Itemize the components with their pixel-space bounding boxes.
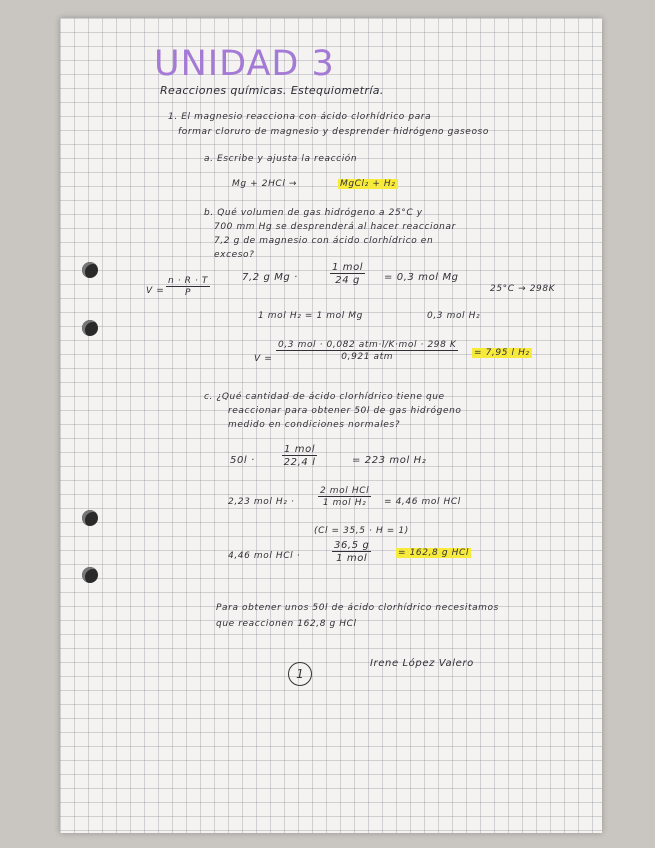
- part-a-prompt: a. Escribe y ajusta la reacción: [204, 154, 358, 164]
- calc1-lhs: 7,2 g Mg ·: [242, 272, 298, 283]
- binder-hole: [82, 567, 98, 583]
- part-b-line4: exceso?: [214, 250, 255, 260]
- page-title: UNIDAD 3: [154, 44, 335, 84]
- signature: Irene López Valero: [370, 658, 474, 669]
- c1-fraction: 1 mol 22,4 l: [283, 444, 316, 468]
- binder-hole: [82, 262, 98, 278]
- c1-result: = 223 mol H₂: [352, 455, 427, 466]
- conclusion-line1: Para obtener unos 50l de ácido clorhídrico necesitamos: [216, 603, 499, 613]
- part-c-line1: c. ¿Qué cantidad de ácido clorhídrico tiene que: [204, 392, 445, 402]
- page-number: 1: [288, 662, 312, 686]
- binder-hole: [82, 320, 98, 336]
- reaction-right: MgCl₂ + H₂: [340, 179, 396, 189]
- part-b-line3: 7,2 g de magnesio con ácido clorhídrico en: [214, 236, 434, 246]
- question-1-line1: 1. El magnesio reacciona con ácido clorhídrico para: [168, 112, 432, 122]
- volume-result: = 7,95 l H₂: [474, 348, 530, 358]
- moles-h2: 0,3 mol H₂: [427, 311, 481, 321]
- atomic-masses: (Cl = 35,5 · H = 1): [314, 526, 409, 536]
- calc1-result: = 0,3 mol Mg: [384, 272, 459, 283]
- binder-hole: [82, 510, 98, 526]
- c2-fraction: 2 mol HCl 1 mol H₂: [320, 486, 370, 508]
- mole-ratio: 1 mol H₂ = 1 mol Mg: [258, 311, 363, 321]
- gas-law-lhs: V =: [146, 286, 165, 296]
- question-1-line2: formar cloruro de magnesio y desprender hidrógeno gaseoso: [178, 127, 489, 137]
- part-b-line1: b. Qué volumen de gas hidrógeno a 25°C y: [204, 208, 423, 218]
- conclusion-line2: que reaccionen 162,8 g HCl: [216, 619, 357, 629]
- part-c-line2: reaccionar para obtener 50l de gas hidrógeno: [228, 406, 462, 416]
- c2-result: = 4,46 mol HCl: [384, 497, 461, 507]
- part-c-line3: medido en condiciones normales?: [228, 420, 401, 430]
- volume-lhs: V =: [254, 354, 273, 364]
- reaction-left: Mg + 2HCl →: [232, 179, 298, 189]
- part-b-line2: 700 mm Hg se desprenderá al hacer reaccionar: [214, 222, 456, 232]
- c2-lhs: 2,23 mol H₂ ·: [228, 497, 295, 507]
- c1-lhs: 50l ·: [230, 455, 255, 466]
- gas-law-fraction: $\frac{n \cdot R \cdot T}{P}$: [168, 276, 209, 298]
- temperature-conversion: 25°C → 298K: [490, 284, 556, 294]
- c3-fraction: 36,5 g 1 mol: [334, 540, 370, 564]
- c3-lhs: 4,46 mol HCl ·: [228, 551, 301, 561]
- calc1-fraction: 1 mol 24 g: [332, 262, 364, 286]
- page-subtitle: Reacciones químicas. Estequiometría.: [160, 84, 384, 97]
- c3-result: = 162,8 g HCl: [398, 548, 469, 558]
- volume-fraction: 0,3 mol · 0,082 atm·l/K·mol · 298 K 0,921 atm: [278, 340, 457, 362]
